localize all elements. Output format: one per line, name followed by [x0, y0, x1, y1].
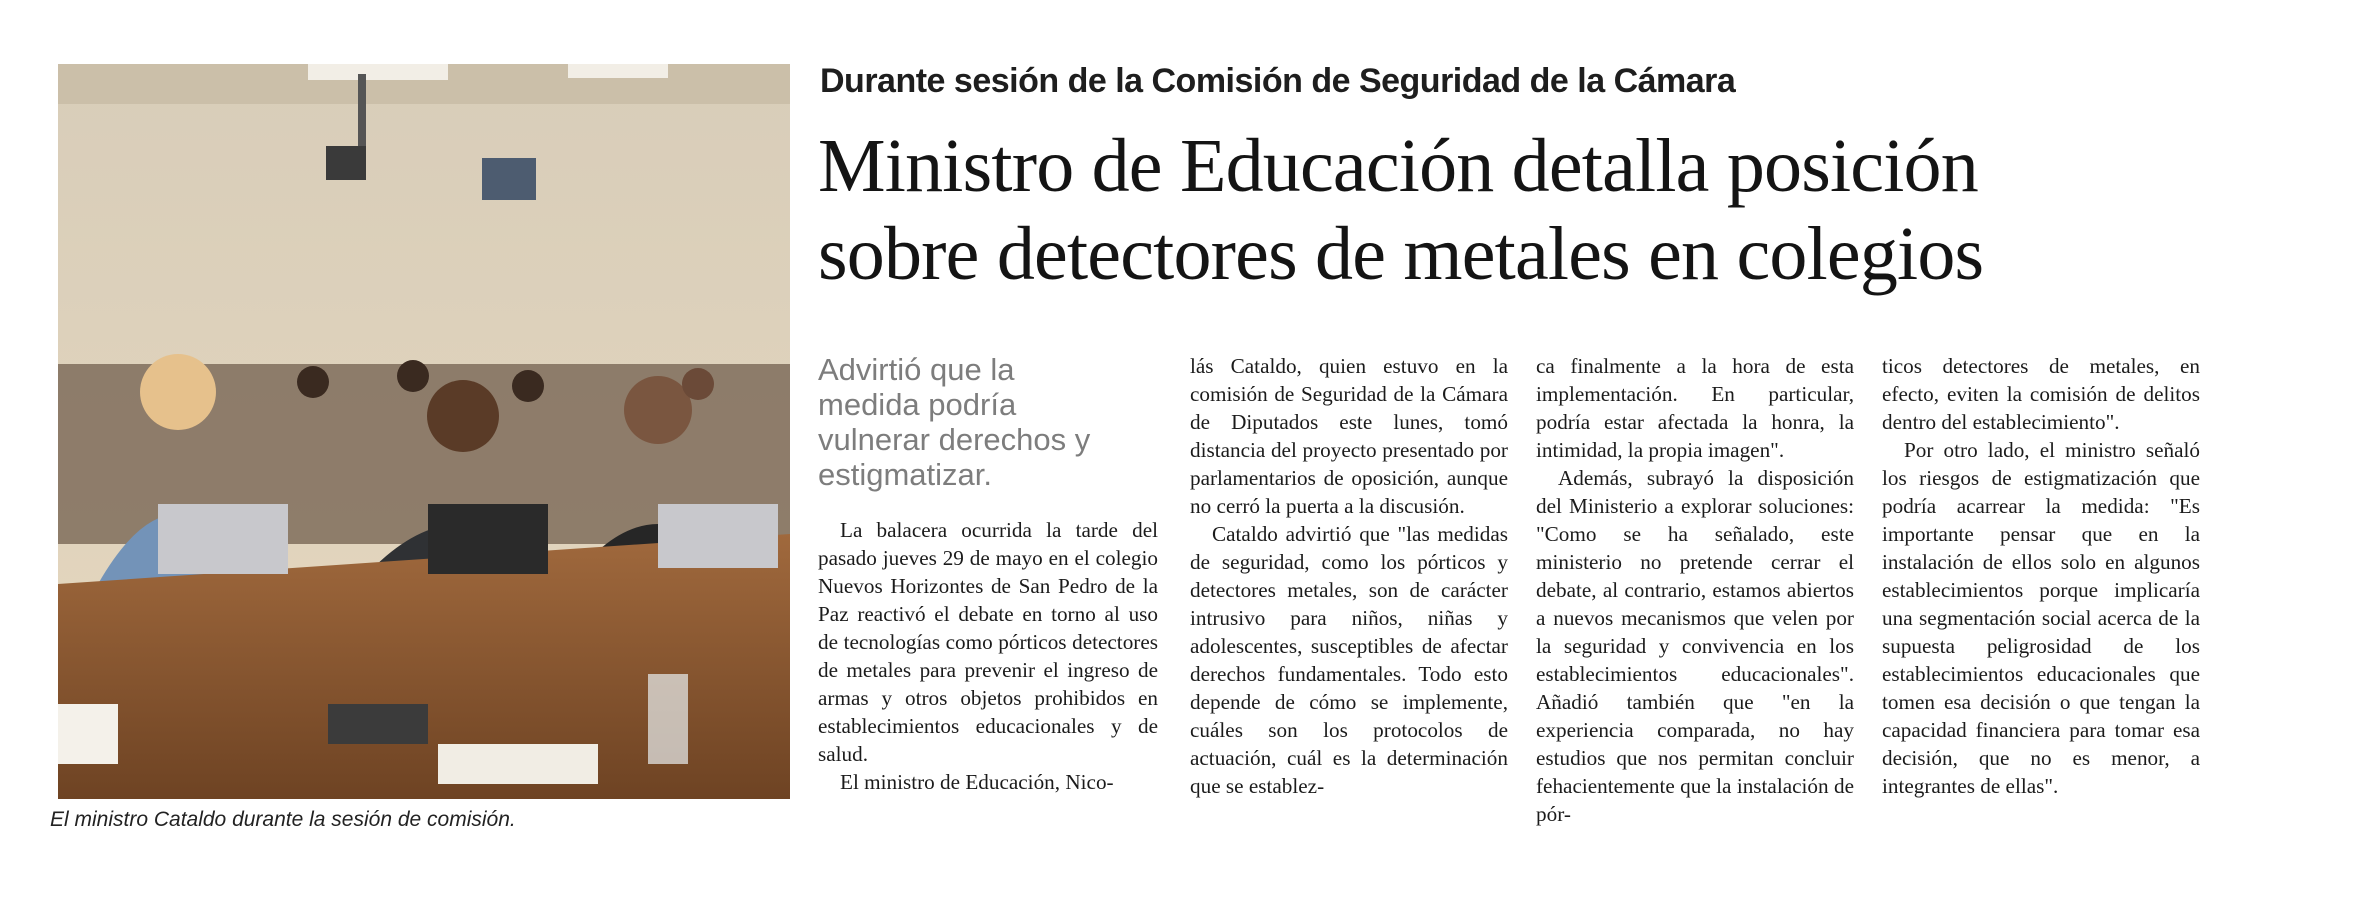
column-1-body — [818, 516, 1158, 796]
headline-line-1: Ministro de Educación detalla posición — [818, 124, 1978, 208]
paragraph: Cataldo advirtió que "las medidas de seguridad, como los pórticos y detectores metales, son de carácter intrusivo para niños, niñas y adolescentes, susceptibles de afectar derechos fundamentales. Todo esto depende de cómo se implemente, cuáles son los protocolos de actuación, cuál es la determinación que se establez- — [1190, 522, 1508, 798]
paragraph: Por otro lado, el ministro señaló los riesgos de estigmatización que podría acarrear la medida: "Es importante pensar que en la instalación de ellos solo en algunos establecimientos porque implicaría una segmentación social acerca de la supuesta peligrosidad de los establecimientos educacionales que tomen esa decisión o que tengan la capacidad financiera para tomar esa decisión, que no es menor, a integrantes de ellas". — [1882, 438, 2200, 798]
article-deck — [818, 352, 1158, 492]
article-column-4 — [1882, 352, 2200, 832]
article-headline — [818, 122, 2338, 298]
paragraph: El ministro de Educación, Nico- — [840, 770, 1114, 794]
photo-caption: El ministro Cataldo durante la sesión de comisión. — [50, 808, 516, 831]
paragraph: ca finalmente a la hora de esta implementación. En particular, podría estar afectada la honra, la intimidad, la propia imagen". — [1536, 354, 1854, 462]
deck-line-3: vulnerar derechos y — [818, 422, 1091, 457]
paragraph: lás Cataldo, quien estuvo en la comisión de Seguridad de la Cámara de Diputados este lunes, tomó distancia del proyecto presentado por parlamentarios de oposición, aunque no cerró la puerta a la discusión. — [1190, 354, 1508, 518]
headline-line-2: sobre detectores de metales en colegios — [818, 212, 1984, 296]
paragraph: ticos detectores de metales, en efecto, eviten la comisión de delitos dentro del establecimiento". — [1882, 354, 2200, 434]
deck-line-2: medida podría — [818, 387, 1017, 422]
article-column-3 — [1536, 352, 1854, 832]
photo-illustration — [58, 64, 790, 799]
article-kicker: Durante sesión de la Comisión de Seguridad de la Cámara — [820, 62, 1736, 100]
article-photo — [58, 64, 790, 799]
article-column-1 — [818, 352, 1158, 832]
deck-line-1: Advirtió que la — [818, 352, 1015, 387]
article-column-2 — [1190, 352, 1508, 832]
paragraph: La balacera ocurrida la tarde del pasado jueves 29 de mayo en el colegio Nuevos Horizontes de San Pedro de la Paz reactivó el debate en torno al uso de tecnologías como pórticos detectores de metales para prevenir el ingreso de armas y otros objetos prohibidos en establecimientos educacionales y de salud. — [818, 518, 1158, 766]
paragraph: Además, subrayó la disposición del Ministerio a explorar soluciones: "Como se ha señalado, este ministerio no pretende cerrar el debate, al contrario, estamos abiertos a nuevos mecanismos que velen por la seguridad y convivencia en los establecimientos educacionales". Añadió también que "en la experiencia comparada, no hay estudios que nos permitan concluir fehacientemente que la instalación de pór- — [1536, 466, 1854, 826]
deck-line-4: estigmatizar. — [818, 457, 993, 492]
